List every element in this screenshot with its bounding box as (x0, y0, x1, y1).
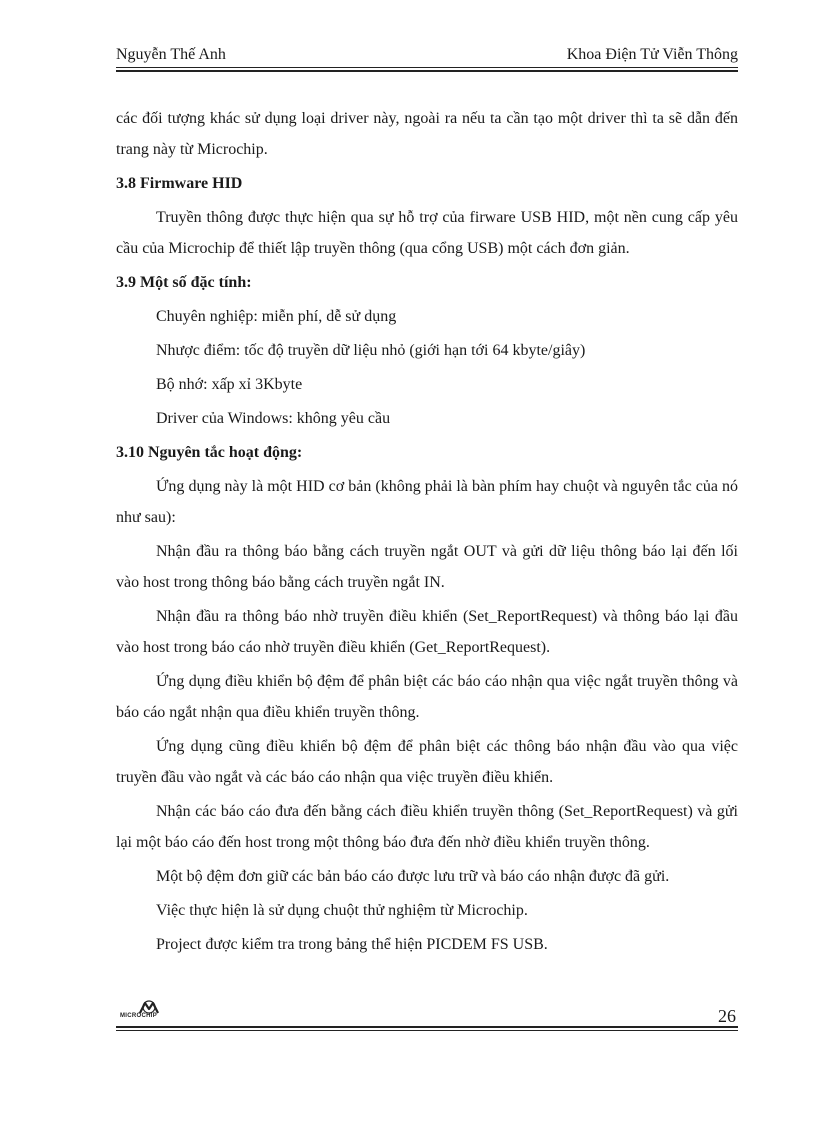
feature-item: Chuyên nghiệp: miễn phí, dễ sử dụng (156, 308, 397, 325)
page-body (116, 103, 738, 963)
principle-paragraph: Ứng dụng điều khiển bộ đệm để phân biệt các báo cáo nhận qua việc ngắt truyền thông và báo cáo ngắt nhận qua điều khiển truyền thông. (116, 673, 738, 721)
logo-wordmark: MICROCHIP (120, 1013, 158, 1019)
header-rule-thin (116, 67, 738, 68)
section-heading-3-10: 3.10 Nguyên tắc hoạt động: (116, 444, 303, 461)
principle-paragraph: Nhận đầu ra thông báo nhờ truyền điều khiển (Set_ReportRequest) và thông báo lại đầu vào host trong báo cáo nhờ truyền điều khiển (Get_ReportRequest). (116, 608, 738, 656)
principle-paragraph: Một bộ đệm đơn giữ các bản báo cáo được lưu trữ và báo cáo nhận được đã gửi. (156, 868, 670, 885)
microchip-logo-icon (138, 1000, 160, 1014)
principle-paragraph: Project được kiểm tra trong bảng thể hiện PICDEM FS USB. (156, 936, 548, 953)
principle-paragraph: Việc thực hiện là sử dụng chuột thử nghiệm từ Microchip. (156, 902, 528, 919)
page-header (116, 46, 738, 66)
page-number: 26 (718, 1006, 736, 1026)
firmware-paragraph: Truyền thông được thực hiện qua sự hỗ trợ của firware USB HID, một nền cung cấp yêu cầu của Microchip để thiết lập truyền thông (qua cổng USB) một cách đơn giản. (116, 209, 738, 257)
footer-rule-thin (116, 1030, 738, 1031)
intro-paragraph: các đối tượng khác sử dụng loại driver này, ngoài ra nếu ta cần tạo một driver thì ta sẽ dẫn đến trang này từ Microchip. (116, 110, 738, 158)
principle-paragraph: Ứng dụng này là một HID cơ bản (không phải là bàn phím hay chuột và nguyên tắc của nó như sau): (116, 478, 738, 526)
feature-item: Nhược điểm: tốc độ truyền dữ liệu nhỏ (giới hạn tới 64 kbyte/giây) (156, 342, 586, 359)
feature-item: Driver của Windows: không yêu cầu (156, 410, 391, 427)
header-department: Khoa Điện Tử Viễn Thông (566, 46, 738, 63)
microchip-logo (120, 1000, 180, 1024)
principle-paragraph: Nhận các báo cáo đưa đến bằng cách điều khiển truyền thông (Set_ReportRequest) và gửi lại một báo cáo đến host trong một thông báo đưa đến nhờ điều khiển truyền thông. (116, 803, 738, 851)
header-rule-thick (116, 70, 738, 72)
footer-rule-thick (116, 1026, 738, 1028)
principle-paragraph: Nhận đầu ra thông báo bằng cách truyền ngắt OUT và gửi dữ liệu thông báo lại đến lối vào host trong thông báo bằng cách truyền ngắt IN. (116, 543, 738, 591)
section-heading-3-8: 3.8 Firmware HID (116, 175, 243, 192)
header-author: Nguyễn Thế Anh (116, 46, 226, 63)
principle-paragraph: Ứng dụng cũng điều khiển bộ đệm để phân biệt các thông báo nhận đầu vào qua việc truyền đầu vào ngắt và các báo cáo nhận qua việc truyền điều khiển. (116, 738, 738, 786)
feature-item: Bộ nhớ: xấp xỉ 3Kbyte (156, 376, 303, 393)
section-heading-3-9: 3.9 Một số đặc tính: (116, 274, 252, 291)
